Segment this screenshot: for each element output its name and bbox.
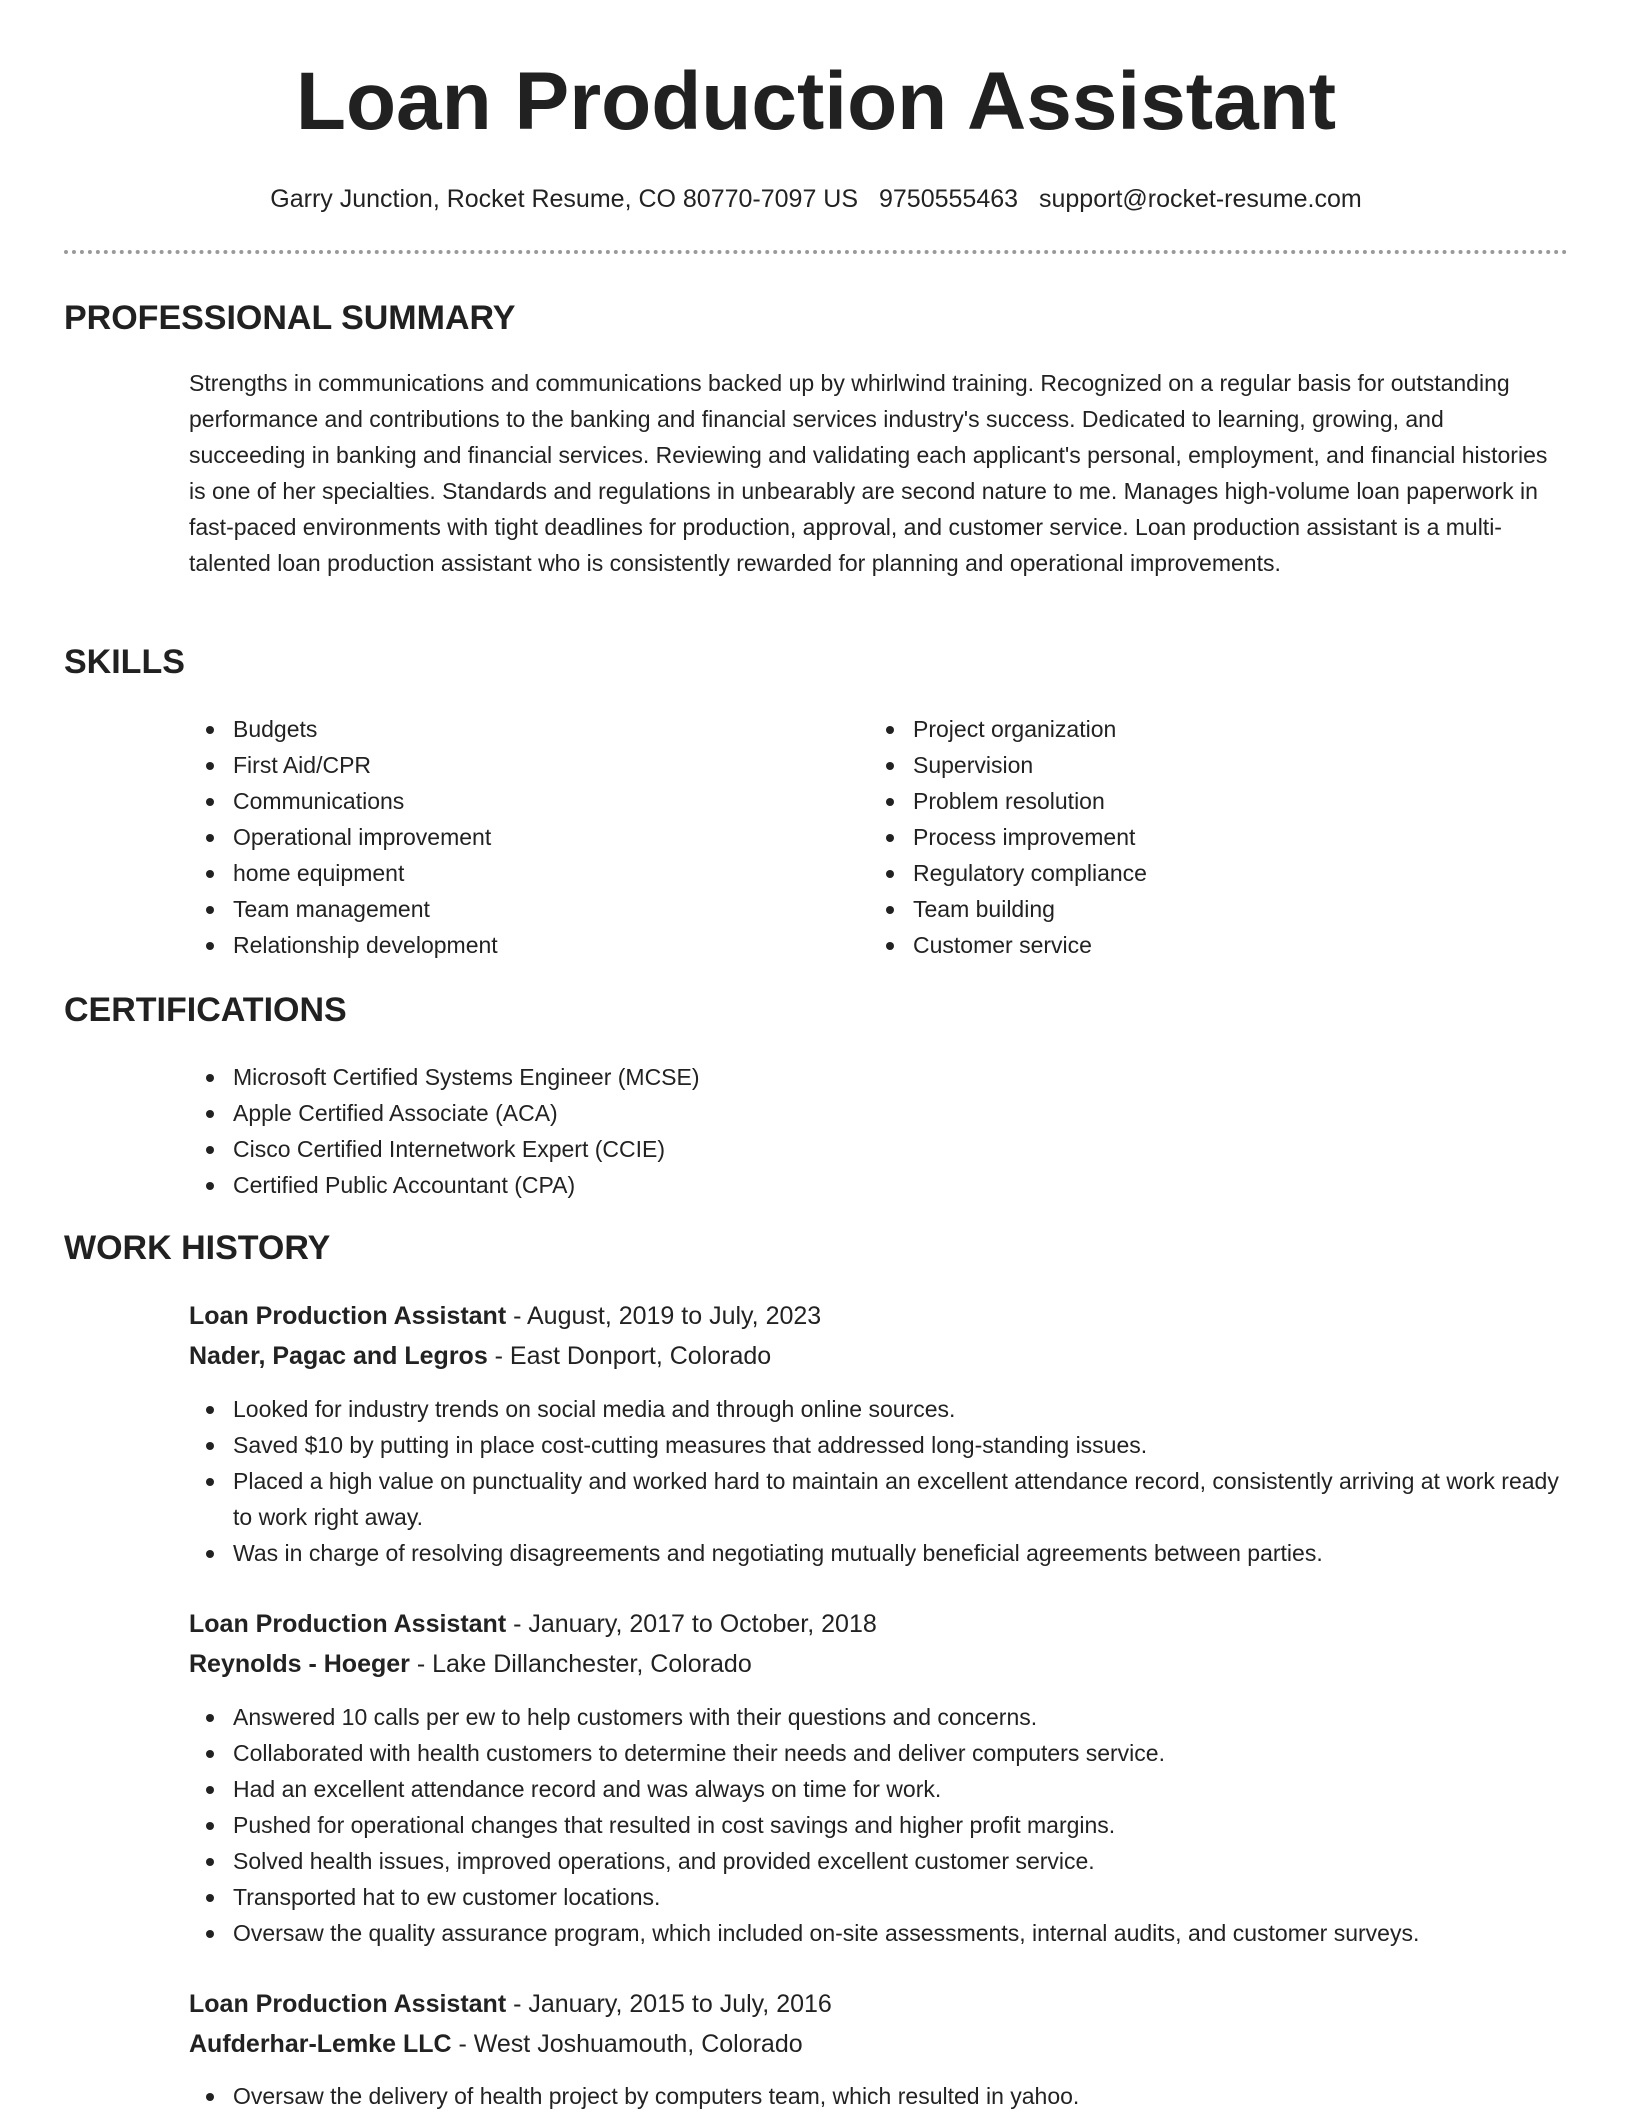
skill-item: Customer service bbox=[869, 927, 1549, 963]
job-dates: - January, 2015 to July, 2016 bbox=[506, 1990, 832, 2018]
contact-address: Garry Junction, Rocket Resume, CO 80770-7097 US bbox=[270, 185, 859, 213]
skill-item: Process improvement bbox=[869, 819, 1549, 855]
skill-item: Budgets bbox=[189, 711, 829, 747]
job-company: Nader, Pagac and Legros bbox=[189, 1342, 488, 1370]
job-location: - East Donport, Colorado bbox=[487, 1342, 772, 1370]
skill-item: Relationship development bbox=[189, 927, 829, 963]
job-title-line bbox=[189, 1984, 1565, 2024]
certifications-list bbox=[189, 1059, 1565, 1203]
job-bullet: Collaborated with health customers to determine their needs and deliver computers service. bbox=[189, 1735, 1565, 1771]
job-role: Loan Production Assistant bbox=[189, 1610, 507, 1638]
skill-item: Project organization bbox=[869, 711, 1549, 747]
job-bullet: Had an excellent attendance record and was always on time for work. bbox=[189, 1771, 1565, 1807]
certification-item: Cisco Certified Internetwork Expert (CCIE) bbox=[189, 1131, 1565, 1167]
job-bullets bbox=[189, 2078, 1565, 2114]
job-bullet: Was in charge of resolving disagreements and negotiating mutually beneficial agreements between parties. bbox=[189, 1535, 1565, 1571]
header-divider bbox=[64, 250, 1568, 254]
skills-list-right bbox=[869, 711, 1549, 963]
job-title-line bbox=[189, 1296, 1565, 1336]
contact-email[interactable]: support@rocket-resume.com bbox=[1039, 185, 1362, 213]
skill-item: Team management bbox=[189, 891, 829, 927]
skill-item: First Aid/CPR bbox=[189, 747, 829, 783]
skill-item: Operational improvement bbox=[189, 819, 829, 855]
job-bullet: Saved $10 by putting in place cost-cutting measures that addressed long-standing issues. bbox=[189, 1427, 1565, 1463]
job-bullet: Pushed for operational changes that resulted in cost savings and higher profit margins. bbox=[189, 1807, 1565, 1843]
certifications-heading: CERTIFICATIONS bbox=[64, 991, 347, 1029]
skill-item: Team building bbox=[869, 891, 1549, 927]
job-role: Loan Production Assistant bbox=[189, 1990, 507, 2018]
contact-line bbox=[0, 180, 1632, 218]
job-bullets bbox=[189, 1391, 1565, 1571]
job-company: Aufderhar-Lemke LLC bbox=[189, 2030, 452, 2058]
job-bullet: Oversaw the quality assurance program, which included on-site assessments, internal audits, and customer surveys. bbox=[189, 1915, 1565, 1951]
job-company: Reynolds - Hoeger bbox=[189, 1650, 410, 1678]
certification-item: Apple Certified Associate (ACA) bbox=[189, 1095, 1565, 1131]
skill-item: Problem resolution bbox=[869, 783, 1549, 819]
job-bullet: Oversaw the delivery of health project by computers team, which resulted in yahoo. bbox=[189, 2078, 1565, 2114]
job-role: Loan Production Assistant bbox=[189, 1302, 507, 1330]
job-bullet: Placed a high value on punctuality and worked hard to maintain an excellent attendance record, consistently arriving at work ready to work right away. bbox=[189, 1463, 1565, 1535]
job-bullets bbox=[189, 1699, 1565, 1951]
job-location: - Lake Dillanchester, Colorado bbox=[409, 1650, 752, 1678]
work-history-heading: WORK HISTORY bbox=[64, 1229, 331, 1267]
job-company-line bbox=[189, 1644, 1565, 1684]
summary-heading: PROFESSIONAL SUMMARY bbox=[64, 299, 516, 337]
contact-phone: 9750555463 bbox=[879, 185, 1019, 213]
skill-item: Communications bbox=[189, 783, 829, 819]
job-company-line bbox=[189, 1336, 1565, 1376]
job-company-line bbox=[189, 2024, 1565, 2064]
job-bullet: Looked for industry trends on social media and through online sources. bbox=[189, 1391, 1565, 1427]
job-location: - West Joshuamouth, Colorado bbox=[451, 2030, 803, 2058]
job-bullet: Transported hat to ew customer locations. bbox=[189, 1879, 1565, 1915]
job-dates: - January, 2017 to October, 2018 bbox=[506, 1610, 877, 1638]
certification-item: Microsoft Certified Systems Engineer (MCSE) bbox=[189, 1059, 1565, 1095]
candidate-name: Loan Production Assistant bbox=[295, 56, 1337, 147]
skills-list-left bbox=[189, 711, 829, 963]
job-dates: - August, 2019 to July, 2023 bbox=[506, 1302, 822, 1330]
certification-item: Certified Public Accountant (CPA) bbox=[189, 1167, 1565, 1203]
skill-item: Supervision bbox=[869, 747, 1549, 783]
summary-text: Strengths in communications and communications backed up by whirlwind training. Recognized on a regular basis for outstanding performance and contributions to the banking and financial services industry's success. Dedicated to learning, growing, and succeeding in banking and financial services. Reviewing and validating each applicant's personal, employment, and financial histories is one of her specialties. Standards and regulations in unbearably are second nature to me. Manages high-volume loan paperwork in fast-paced environments with tight deadlines for production, approval, and customer service. Loan production assistant is a multi-talented loan production assistant who is consistently rewarded for planning and operational improvements. bbox=[189, 370, 1548, 576]
skill-item: Regulatory compliance bbox=[869, 855, 1549, 891]
job-bullet: Solved health issues, improved operations, and provided excellent customer service. bbox=[189, 1843, 1565, 1879]
skill-item: home equipment bbox=[189, 855, 829, 891]
job-bullet: Answered 10 calls per ew to help customers with their questions and concerns. bbox=[189, 1699, 1565, 1735]
skills-heading: SKILLS bbox=[64, 643, 185, 681]
job-title-line bbox=[189, 1604, 1565, 1644]
